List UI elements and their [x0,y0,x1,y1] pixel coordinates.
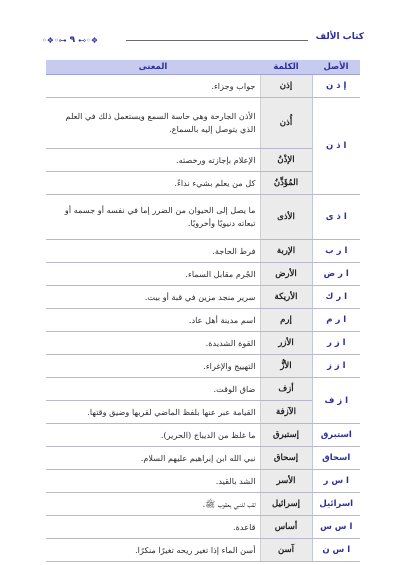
root-cell: ا ذ ن [312,98,360,195]
table-row [46,286,360,309]
meaning-cell: الشد بالقيد. [46,470,260,493]
page-header [40,30,364,52]
meaning-cell: قاعدة. [46,516,260,539]
word-cell: أساس [260,516,312,539]
meaning-cell: سرير منجد مزين في قبة أو بيت. [46,286,260,309]
table-row [46,240,360,263]
table-row [46,470,360,493]
ornament-left-icon: ◦❖◦⊶ [42,35,67,45]
meaning-cell: ما يصل إلى الحيوان من الضرر إما في نفسه أو جسمه أو تبعاته دنيويًا وأخرويًا. [46,195,260,240]
word-cell: آسن [260,539,312,562]
dictionary-table [46,60,360,562]
word-cell: الإربة [260,240,312,263]
word-cell: الآزفة [260,401,312,424]
meaning-cell: لقب للنبي يعقوب ﷺ. [46,493,260,516]
word-cell: الأزر [260,332,312,355]
root-cell: اسحاق [312,447,360,470]
word-cell: الأريكة [260,286,312,309]
meaning-cell: الإعلام بإجازته ورخصته. [46,149,260,172]
word-cell: الأذى [260,195,312,240]
meaning-cell: الجُرم مقابل السماء. [46,263,260,286]
word-cell: إسرائيل [260,493,312,516]
root-cell: ا ر م [312,309,360,332]
root-cell: ا س س [312,516,360,539]
root-cell: ا ز ف [312,378,360,424]
meaning-cell: اسم مدينة أهل عاد. [46,309,260,332]
word-cell: أُذن [260,98,312,149]
table-row [46,332,360,355]
word-cell: إسحاق [260,447,312,470]
column-header-root: الأصل [312,60,360,75]
root-cell: استبرق [312,424,360,447]
table-row [46,516,360,539]
ornament-right-icon: ⊷◦❖ [78,35,98,45]
meaning-cell: نبي الله ابن إبراهيم عليهم السلام. [46,447,260,470]
word-cell: المُؤَذِّنُ [260,172,312,195]
table-row [46,98,360,149]
table-row [46,378,360,401]
root-cell: ا ز ز [312,355,360,378]
meaning-cell: القيامة عبر عنها بلفظ الماضي لقربها وضيق وقتها. [46,401,260,424]
chapter-title: كتاب الألف [315,32,364,42]
table-row [46,263,360,286]
word-cell: الإذْنُ [260,149,312,172]
root-cell: ا ز ر [312,332,360,355]
root-cell: ا س ر [312,470,360,493]
meaning-cell: ضاق الوقت. [46,378,260,401]
word-cell: الأزُّ [260,355,312,378]
meaning-cell: أسن الماء إذا تغير ريحه تغيرًا منكرًا. [46,539,260,562]
meaning-cell: الأذن الجارحة وهي حاسة السمع ويستعمل ذلك في العلم الذي يتوصل إليه بالسماع. [46,98,260,149]
header-rule [126,40,308,41]
page-number: ٩ [69,35,76,45]
meaning-cell: فرط الحاجة. [46,240,260,263]
column-header-word: الكلمة [260,60,312,75]
column-header-meaning: المعنى [46,60,260,75]
table-row [46,539,360,562]
root-cell: ا ر ب [312,240,360,263]
root-cell: ا ذ ى [312,195,360,240]
word-cell: إذن [260,75,312,98]
table-row [46,493,360,516]
page-number-ornament [40,30,100,50]
meaning-cell: التهييج والإغراء. [46,355,260,378]
word-cell: الأرض [260,263,312,286]
root-cell: إ ذ ن [312,75,360,98]
word-cell: أزف [260,378,312,401]
table-row [46,424,360,447]
word-cell: إستبرق [260,424,312,447]
table-row [46,195,360,240]
table-header-row [46,60,360,75]
meaning-cell: كل من يعلم بشيء نداءً. [46,172,260,195]
root-cell: ا س ن [312,539,360,562]
table-row [46,447,360,470]
meaning-cell: ما غلظ من الديباج (الحرير). [46,424,260,447]
root-cell: ا ر ك [312,286,360,309]
root-cell: ا ر ض [312,263,360,286]
table-row [46,75,360,98]
root-cell: اسرائيل [312,493,360,516]
table-row [46,309,360,332]
word-cell: الأسر [260,470,312,493]
table-row [46,355,360,378]
meaning-cell: القوة الشديدة. [46,332,260,355]
word-cell: إرم [260,309,312,332]
meaning-cell: جواب وجزاء. [46,75,260,98]
